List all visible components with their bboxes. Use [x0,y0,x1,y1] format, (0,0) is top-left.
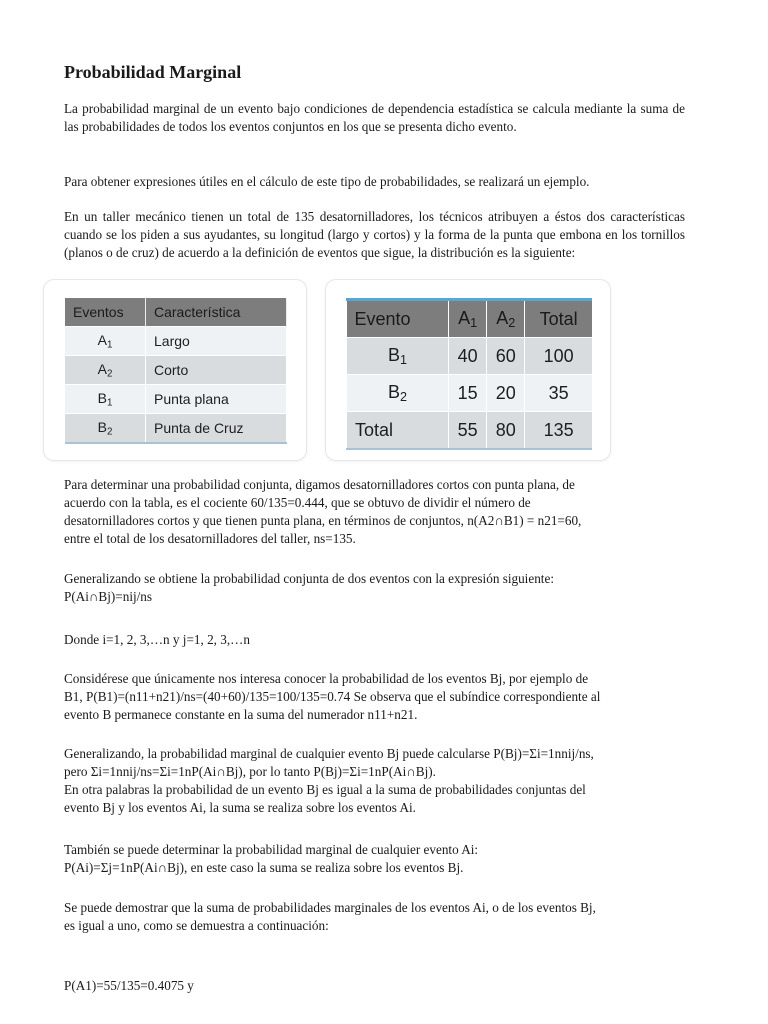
a1-cell: 40 [449,338,487,375]
header-a2: $A_2$ [487,301,525,338]
event-cell: $B_1$ [65,385,146,414]
demostrar-paragraph: Se puede demostrar que la suma de probabilidades marginales de los eventos Ai, o de los eventos Bj, es igual a uno, como se demuestra a continuación: [64,900,596,933]
characteristic-cell: Punta de Cruz [146,414,287,444]
events-table-header [65,298,287,327]
events-table-card [44,280,306,460]
table-row [65,414,287,444]
generalizando-paragraph: Generalizando se obtiene la probabilidad conjunta de dos eventos con la expresión siguiente: P(Ai∩Bj)=nij/ns [64,571,554,604]
intro-paragraph: La probabilidad marginal de un evento bajo condiciones de dependencia estadística se calcula mediante la suma de las probabilidades de todos los eventos conjuntos en los que se presenta dicho evento. [64,101,685,134]
page-title: Probabilidad Marginal [64,62,242,82]
table-row-total [347,412,593,450]
distribution-table-header [347,301,593,338]
final-formula-line: P(A1)=55/135=0.4075 y [64,978,194,993]
header-eventos: Eventos [65,298,146,327]
donde-paragraph: Donde i=1, 2, 3,…n y j=1, 2, 3,…n [64,632,250,647]
header-caracteristica: Característica [146,298,287,327]
example-intro-paragraph: Para obtener expresiones útiles en el cálculo de este tipo de probabilidades, se realizará un ejemplo. [64,174,590,189]
table-row [65,385,287,414]
a2-cell: 60 [487,338,525,375]
a1-cell: 15 [449,375,487,412]
marginal-ai-paragraph: También se puede determinar la probabilidad marginal de cualquier evento Ai: P(Ai)=Σj=1nP(Ai∩Bj), en este caso la suma se realiza sobre los eventos Bj. [64,842,479,875]
a2-cell: 80 [487,412,525,450]
characteristic-cell: Largo [146,327,287,356]
event-cell: $A_1$ [65,327,146,356]
event-cell: $B_2$ [65,414,146,444]
total-label-cell: Total [347,412,449,450]
taller-paragraph: En un taller mecánico tienen un total de 135 desatornilladores, los técnicos atribuyen a éstos dos características cuando se los piden a sus ayudantes, su longitud (largo y cortos) y la forma de la punta que embona en los tornillos (planos o de cruz) de acuerdo a la definición de eventos que sigue, la distribución es la siguiente: [64,209,685,260]
determinar-paragraph: Para determinar una probabilidad conjunta, digamos desatornilladores cortos con punta plana, de acuerdo con la tabla, es el cociente 60/135=0.444, que se obtuvo de dividir el número de desatornilladores cortos y que tienen punta plana, en términos de conjuntos, n(A2∩B1) = n21=60, entre el total de los desatornilladores del taller, ns=135. [64,477,582,546]
considerese-paragraph: Considérese que únicamente nos interesa conocer la probabilidad de los eventos Bj, por ejemplo de B1, P(B1)=(n11+n21)/ns=(40+60)/135=100/135=0.74 Se observa que el subíndice correspondiente al evento B permanece constante en la suma del numerador n11+n21. [64,671,601,722]
total-cell: 135 [525,412,592,450]
event-cell: $A_2$ [65,356,146,385]
characteristic-cell: Punta plana [146,385,287,414]
total-cell: 100 [525,338,592,375]
header-total: Total [525,301,592,338]
event-cell: $B_1$ [347,338,449,375]
events-table [65,298,287,444]
table-row [65,327,287,356]
a2-cell: 20 [487,375,525,412]
marginal-bj-paragraph: Generalizando, la probabilidad marginal de cualquier evento Bj puede calcularse P(Bj)=Σi=1nnij/ns, pero Σi=1nnij/ns=Σi=1nP(Ai∩Bj), por lo tanto P(Bj)=Σi=1nP(Ai∩Bj). En otra palabras la probabilidad de un evento Bj es igual a la suma de probabilidades conjuntas del evento Bj y los eventos Ai, la suma se realiza sobre los eventos Ai. [64,746,594,815]
total-cell: 35 [525,375,592,412]
characteristic-cell: Corto [146,356,287,385]
a1-cell: 55 [449,412,487,450]
header-a1: $A_1$ [449,301,487,338]
table-row [347,338,593,375]
event-cell: $B_2$ [347,375,449,412]
table-row [347,375,593,412]
header-evento: Evento [347,301,449,338]
table-row [65,356,287,385]
distribution-table [346,301,592,450]
distribution-table-card [326,280,610,460]
